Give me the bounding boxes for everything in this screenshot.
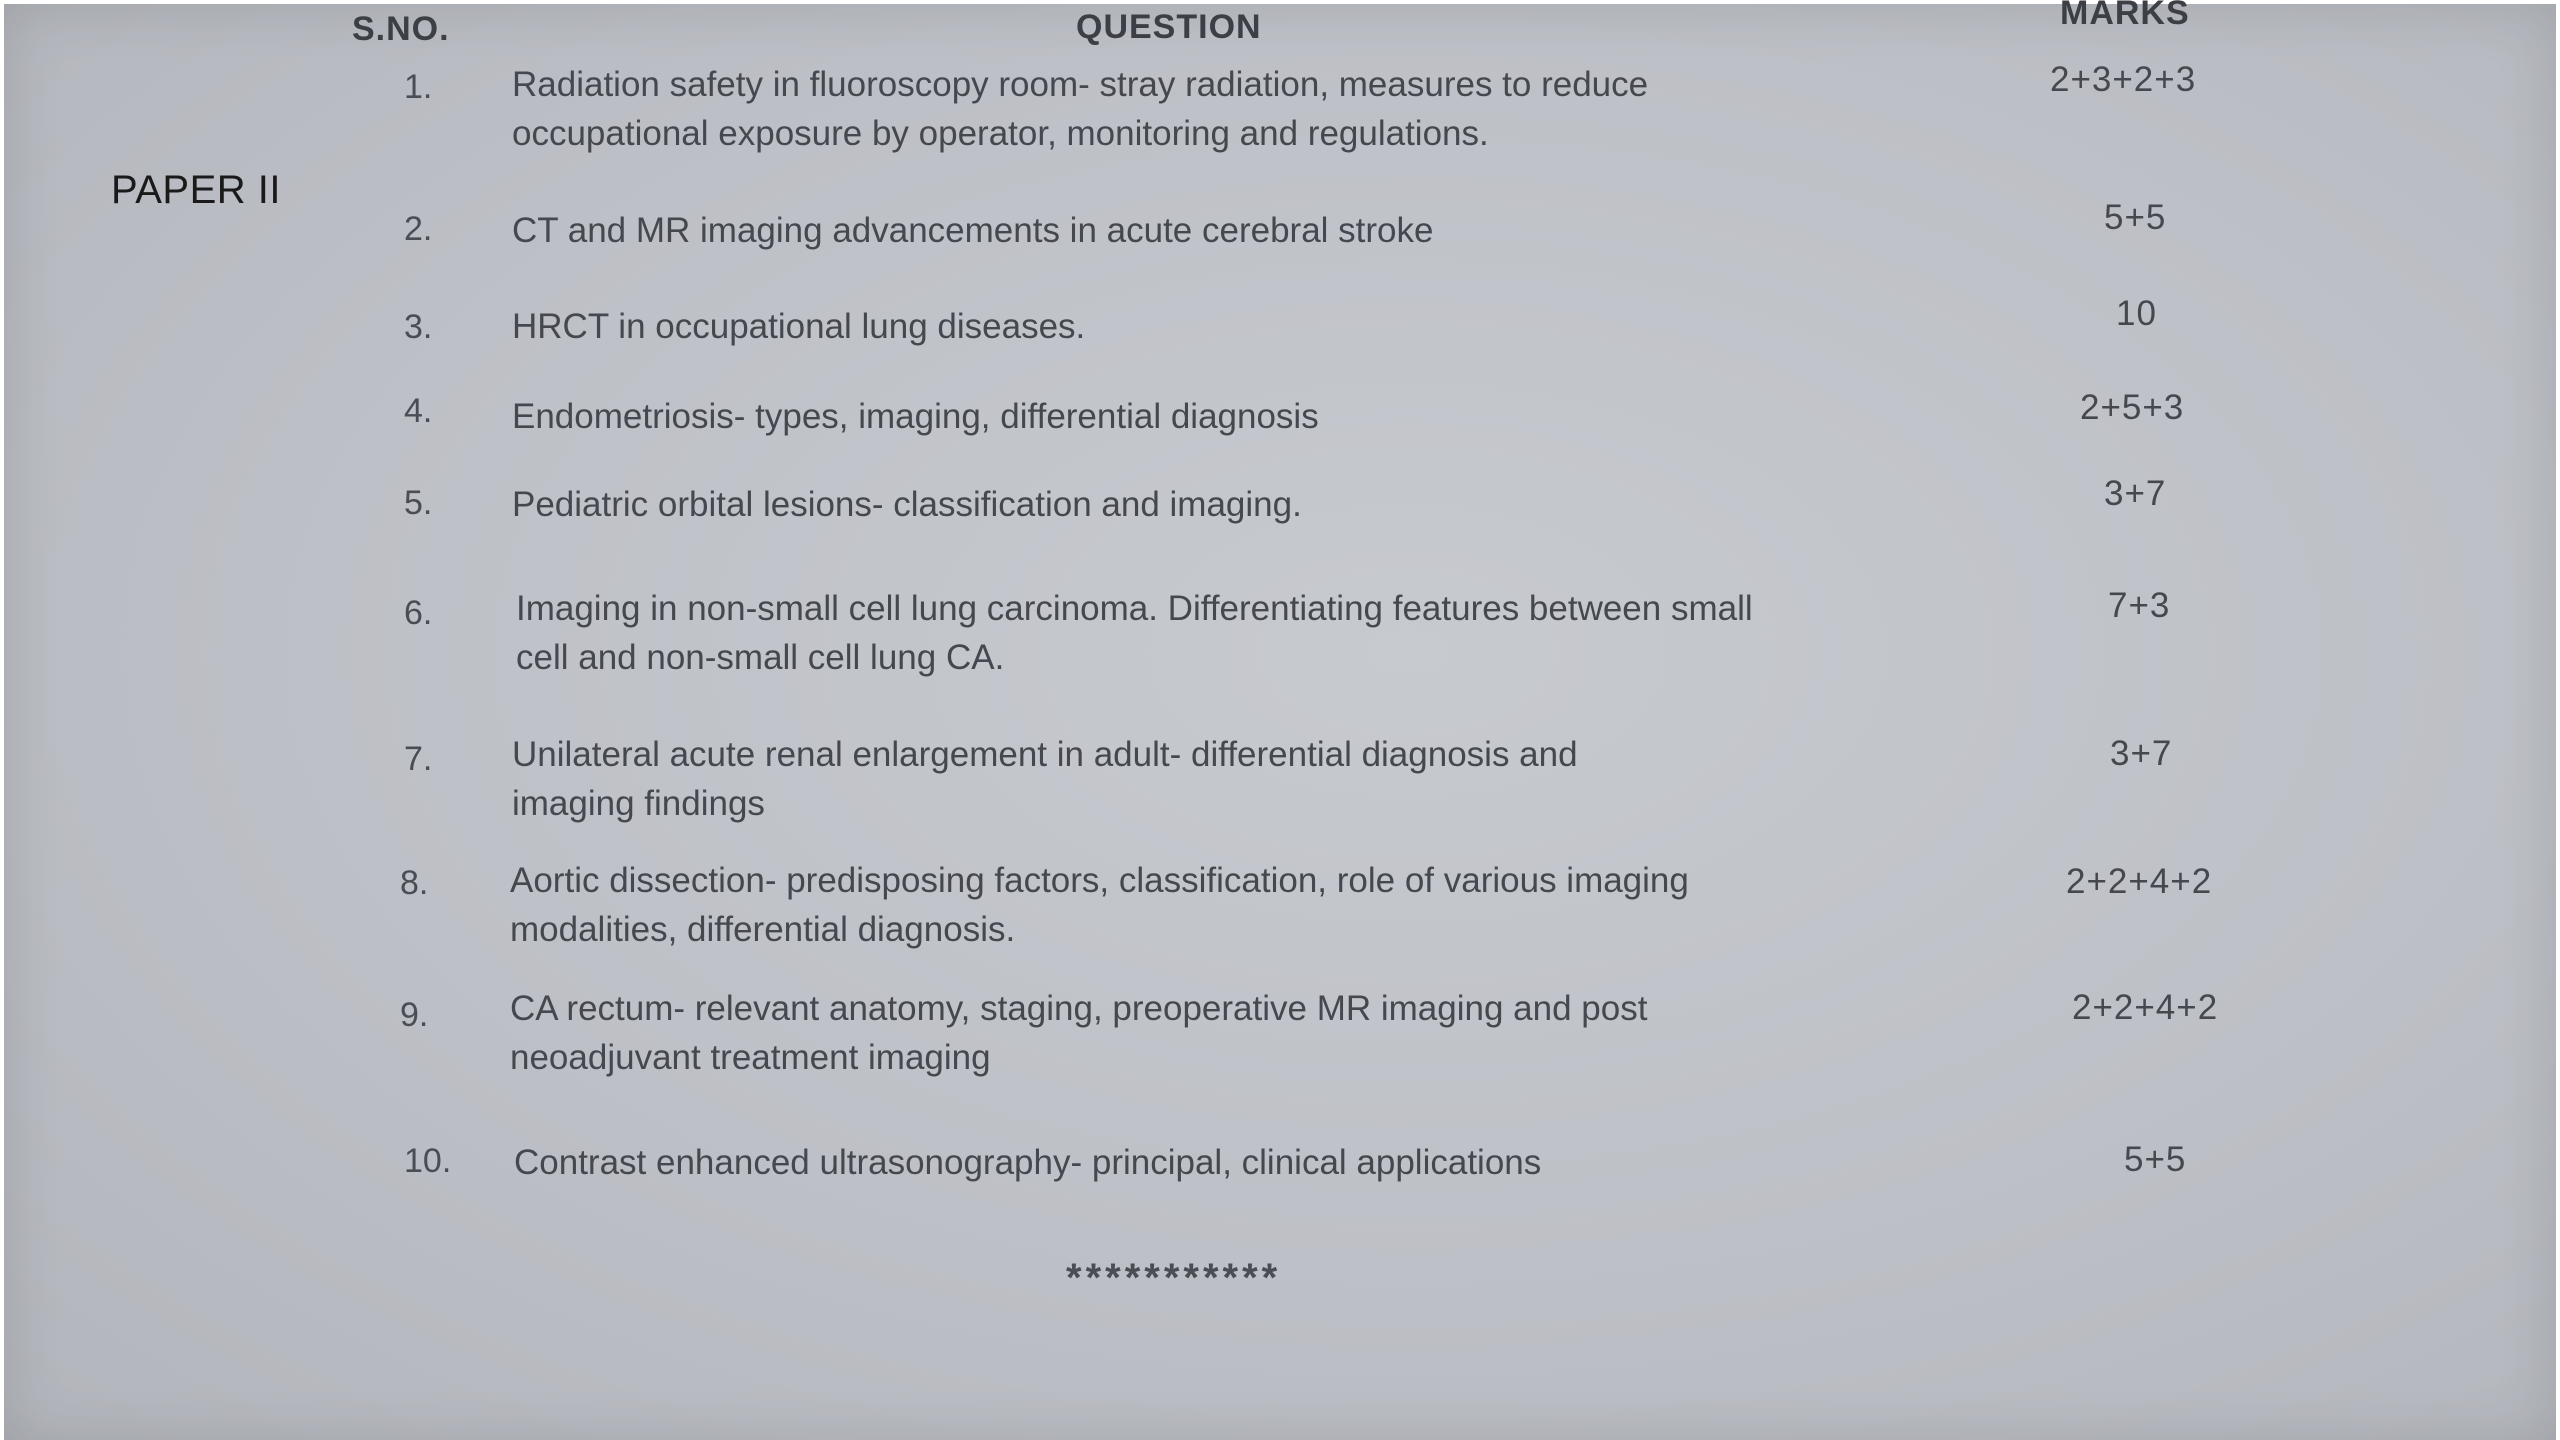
row-sno: 6.	[404, 594, 433, 632]
row-marks: 2+3+2+3	[2050, 60, 2197, 99]
row-question: CT and MR imaging advancements in acute cerebral stroke	[512, 211, 1434, 250]
row-sno: 9.	[400, 996, 429, 1034]
paper-label: PAPER II	[111, 168, 281, 212]
row-marks: 5+5	[2104, 198, 2167, 237]
row-question: Contrast enhanced ultrasonography- principal, clinical applications	[514, 1143, 1542, 1182]
row-marks: 5+5	[2124, 1140, 2187, 1179]
end-marker: ***********	[1066, 1256, 1282, 1300]
row-sno: 10.	[404, 1142, 452, 1180]
row-marks: 2+2+4+2	[2072, 988, 2219, 1027]
row-sno: 5.	[404, 484, 433, 522]
row-marks: 3+7	[2104, 474, 2167, 513]
row-marks: 7+3	[2108, 586, 2171, 625]
row-marks: 2+2+4+2	[2066, 862, 2213, 901]
row-sno: 4.	[404, 392, 433, 430]
header-question: QUESTION	[1076, 8, 1262, 46]
row-sno: 7.	[404, 740, 433, 778]
row-question: Aortic dissection- predisposing factors, classification, role of various imaging modalities, differential diagnosis.	[510, 861, 1689, 949]
row-question: Radiation safety in fluoroscopy room- stray radiation, measures to reduce occupational exposure by operator, monitoring and regulations.	[512, 65, 1649, 153]
row-question: HRCT in occupational lung diseases.	[512, 307, 1086, 346]
row-sno: 1.	[404, 68, 433, 106]
header-marks: MARKS	[2060, 0, 2190, 32]
row-question: Pediatric orbital lesions- classification and imaging.	[512, 485, 1302, 524]
row-marks: 10	[2116, 294, 2157, 333]
row-question: Endometriosis- types, imaging, differential diagnosis	[512, 397, 1319, 436]
exam-paper-photo	[4, 0, 2556, 1440]
row-question: Imaging in non-small cell lung carcinoma. Differentiating features between small cell and non-small cell lung CA.	[516, 589, 1753, 677]
row-marks: 3+7	[2110, 734, 2173, 773]
header-sno: S.NO.	[352, 10, 450, 48]
row-sno: 8.	[400, 864, 429, 902]
row-sno: 2.	[404, 210, 433, 248]
row-sno: 3.	[404, 308, 433, 346]
row-question: Unilateral acute renal enlargement in adult- differential diagnosis and imaging findings	[512, 735, 1578, 823]
row-marks: 2+5+3	[2080, 388, 2185, 427]
row-question: CA rectum- relevant anatomy, staging, preoperative MR imaging and post neoadjuvant treatment imaging	[510, 989, 1648, 1077]
